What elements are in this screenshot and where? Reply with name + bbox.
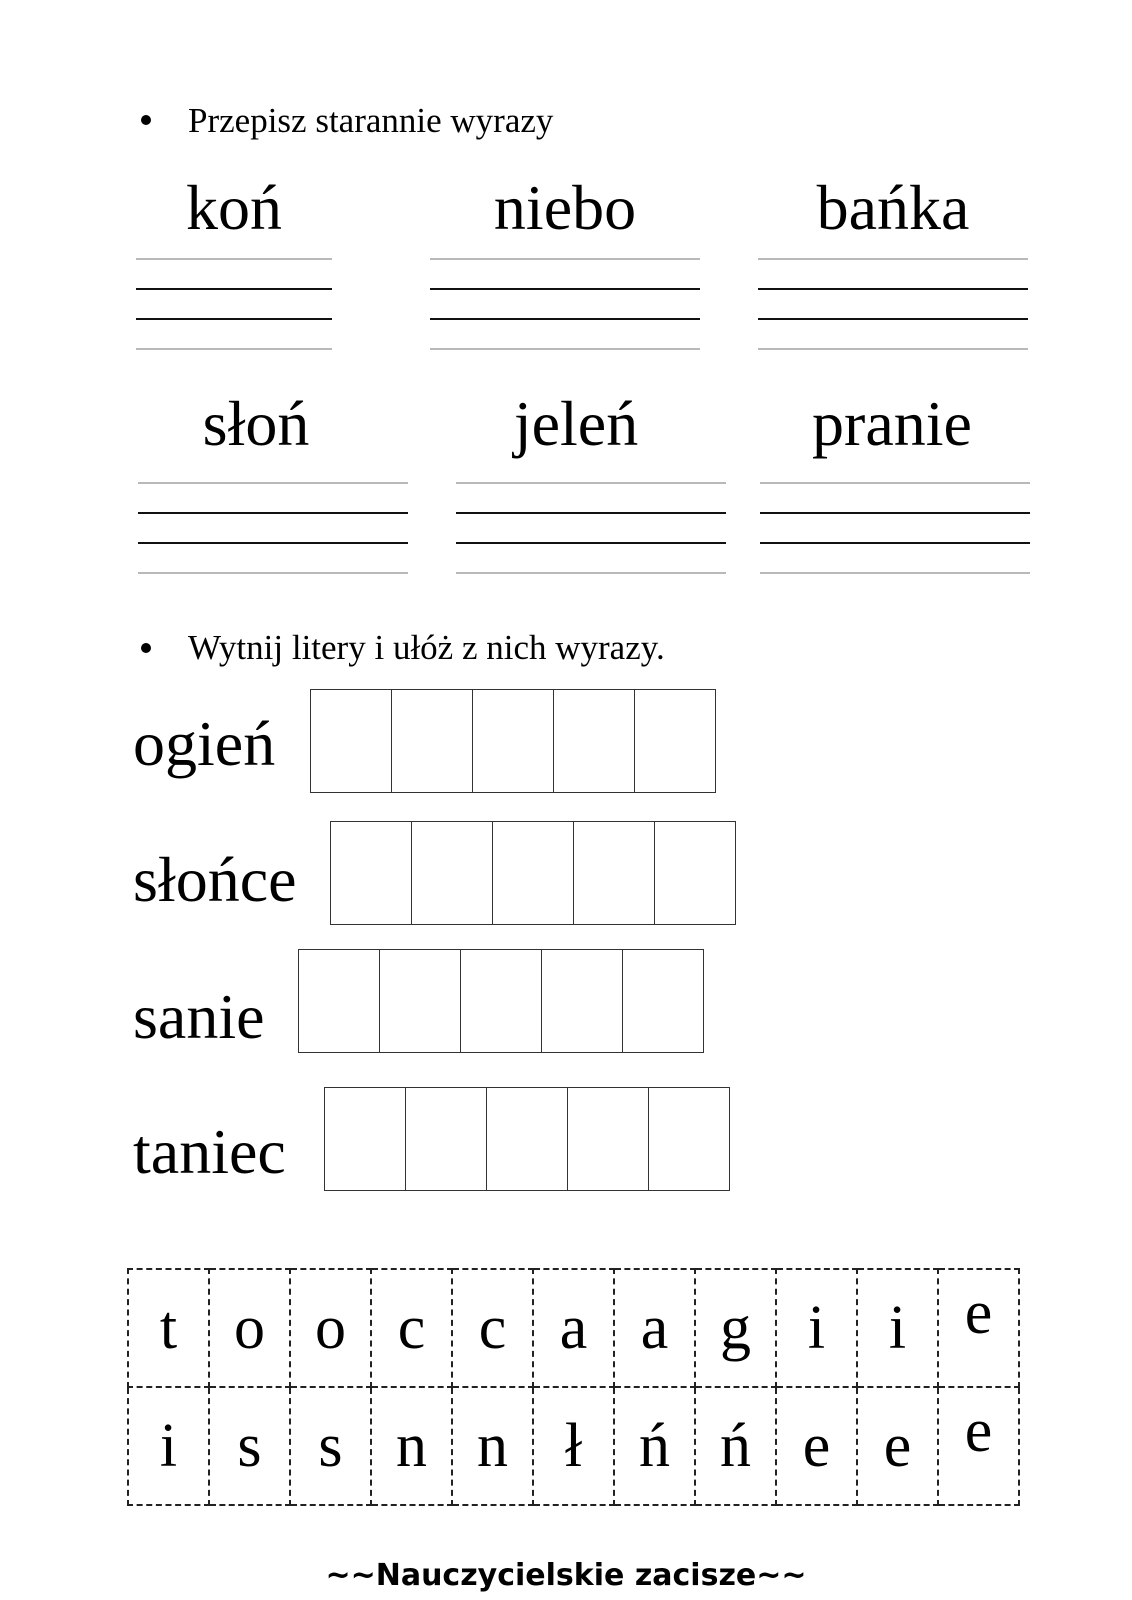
word-pranie: pranie [812, 388, 972, 459]
letter-boxes[interactable] [330, 821, 736, 925]
cutout-letter[interactable]: i [128, 1387, 209, 1505]
instruction-cut-letters: Wytnij litery i ułóż z nich wyrazy. [188, 628, 665, 667]
label-ogien: ogień [133, 708, 276, 779]
word-kon: koń [186, 172, 282, 243]
word-jelen: jeleń [513, 388, 639, 459]
cutout-letter[interactable]: c [452, 1269, 533, 1387]
cutout-letter[interactable]: e [938, 1387, 1019, 1505]
writing-lines[interactable] [136, 258, 332, 354]
cutout-letter[interactable]: e [776, 1387, 857, 1505]
cutout-letter[interactable]: o [209, 1269, 290, 1387]
cutout-letter[interactable]: ń [614, 1387, 695, 1505]
cutout-letter[interactable]: ń [695, 1387, 776, 1505]
cutout-letter[interactable]: g [695, 1269, 776, 1387]
cutout-letter[interactable]: c [371, 1269, 452, 1387]
cutout-letter[interactable]: s [290, 1387, 371, 1505]
label-taniec: taniec [133, 1116, 286, 1187]
instruction-copy-words: Przepisz starannie wyrazy [188, 101, 554, 140]
label-slonce: słońce [133, 844, 297, 915]
letter-boxes[interactable] [310, 689, 716, 793]
cutout-row [128, 1387, 1019, 1505]
cutout-row [128, 1269, 1019, 1387]
cutout-letter[interactable]: n [452, 1387, 533, 1505]
cutout-letter[interactable]: n [371, 1387, 452, 1505]
cutout-letter[interactable]: a [614, 1269, 695, 1387]
word-niebo: niebo [493, 172, 637, 243]
cutout-letter[interactable]: i [776, 1269, 857, 1387]
writing-lines[interactable] [456, 482, 726, 578]
letter-boxes[interactable] [298, 949, 704, 1053]
writing-lines[interactable] [760, 482, 1030, 578]
footer-signature: ~~Nauczycielskie zacisze~~ [325, 1558, 807, 1593]
cutout-letter[interactable]: e [938, 1269, 1019, 1387]
cutout-letter[interactable]: ł [533, 1387, 614, 1505]
word-banka: bańka [816, 172, 970, 243]
bullet-2 [141, 643, 151, 653]
cutout-letter-grid [127, 1268, 1020, 1506]
label-sanie: sanie [133, 981, 265, 1052]
writing-lines[interactable] [430, 258, 700, 354]
writing-lines[interactable] [758, 258, 1028, 354]
cutout-letter[interactable]: e [857, 1387, 938, 1505]
cutout-letter[interactable]: t [128, 1269, 209, 1387]
cutout-letter[interactable]: a [533, 1269, 614, 1387]
letter-boxes[interactable] [324, 1087, 730, 1191]
bullet-1 [141, 115, 151, 125]
writing-lines[interactable] [138, 482, 408, 578]
cutout-letter[interactable]: i [857, 1269, 938, 1387]
cutout-letter[interactable]: s [209, 1387, 290, 1505]
cutout-letter[interactable]: o [290, 1269, 371, 1387]
word-slon: słoń [202, 388, 310, 459]
